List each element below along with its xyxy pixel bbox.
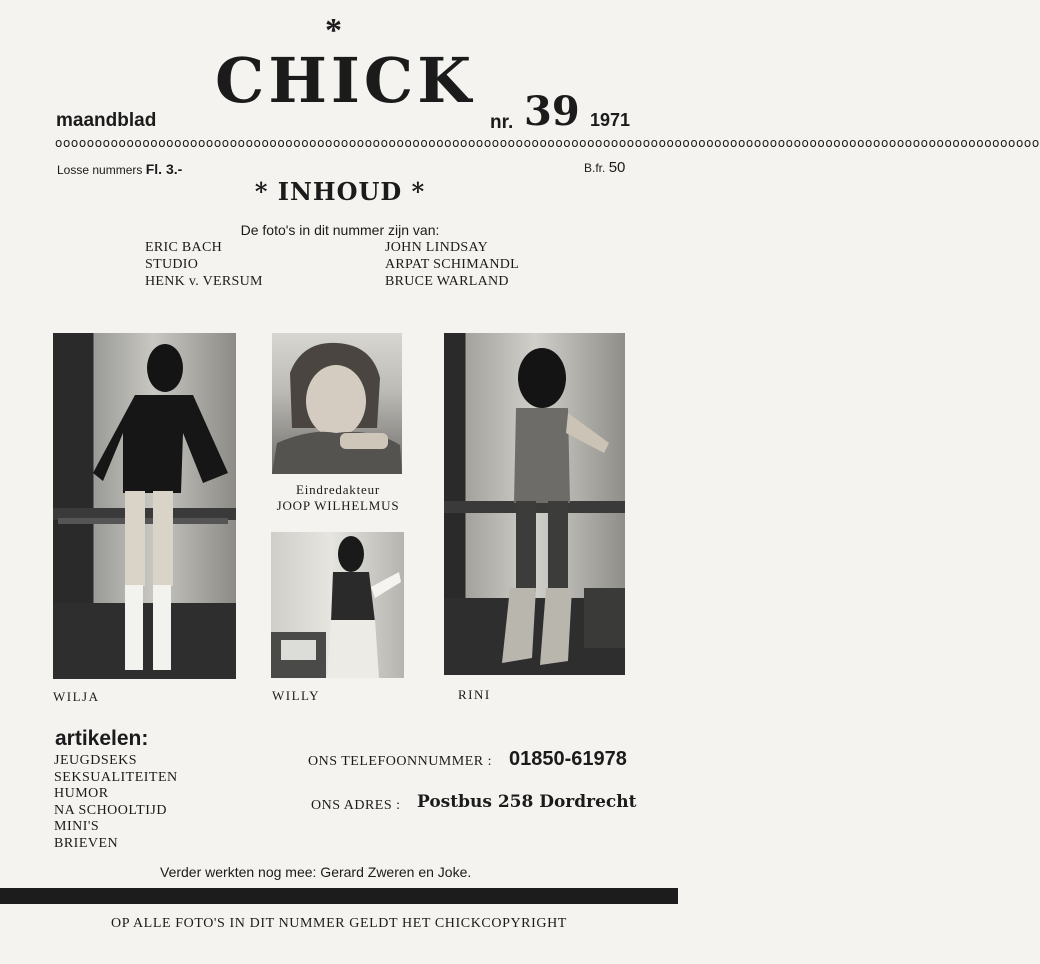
photo-editor	[272, 333, 402, 474]
articles-heading: artikelen:	[55, 727, 149, 750]
photo-wilja	[53, 333, 236, 679]
photo-willy-figure	[271, 532, 404, 678]
article-item: SEKSUALITEITEN	[54, 769, 178, 785]
price-nl-label: Losse nummers	[57, 163, 143, 177]
price-netherlands	[57, 161, 182, 177]
magazine-logo: CHICK	[215, 44, 476, 117]
photo-rini-figure	[444, 333, 625, 675]
issue-number: 39	[524, 88, 580, 135]
article-item: HUMOR	[54, 786, 109, 801]
article-item: BRIEVEN	[54, 835, 119, 851]
editor-name: JOOP WILHELMUS	[276, 498, 400, 513]
contents-title: * INHOUD *	[254, 177, 426, 206]
issue-nr-label: nr.	[490, 112, 514, 133]
address-label: ONS ADRES :	[311, 798, 401, 813]
editor-title: Eindredakteur	[295, 482, 381, 497]
caption-willy: WILLY	[272, 688, 321, 703]
photographer-name: HENK v. VERSUM	[145, 274, 263, 289]
photo-editor-portrait	[272, 333, 402, 474]
article-item: NA SCHOOLTIJD	[54, 802, 167, 818]
price-belgium	[584, 159, 625, 176]
issue-year: 1971	[590, 110, 631, 130]
caption-wilja: WILJA	[53, 689, 100, 704]
photographers-right	[385, 239, 519, 290]
phone-label: ONS TELEFOONNUMMER :	[308, 754, 492, 769]
monthly-label: maandblad	[56, 110, 157, 131]
phone-number: 01850-61978	[509, 748, 627, 770]
contributors-note: Verder werkten nog mee: Gerard Zweren en Joke.	[160, 864, 472, 880]
caption-rini: RINI	[458, 687, 491, 702]
article-item: JEUGDSEKS	[54, 753, 138, 768]
copyright-footer: OP ALLE FOTO'S IN DIT NUMMER GELDT HET CHICKCOPYRIGHT	[111, 916, 567, 931]
price-nl-value: Fl. 3.-	[145, 161, 183, 177]
editor-credit	[272, 482, 404, 514]
article-item: MINI'S	[54, 819, 100, 834]
photographer-name: ARPAT SCHIMANDL	[385, 257, 520, 272]
address-value: Postbus 258 Dordrecht	[417, 792, 637, 812]
price-be-value: 50	[608, 159, 626, 176]
photographer-name: BRUCE WARLAND	[385, 274, 509, 289]
masthead-star: *	[325, 12, 342, 49]
photo-wilja-figure	[53, 333, 236, 679]
black-divider-bar	[0, 888, 678, 904]
photographers-intro: De foto's in dit nummer zijn van:	[240, 222, 440, 238]
photographers-left	[145, 239, 263, 290]
articles-list	[54, 753, 178, 852]
photographer-name: STUDIO	[145, 257, 199, 272]
photographer-name: JOHN LINDSAY	[385, 240, 489, 255]
circle-divider: oooooooooooooooooooooooooooooooooooooooooooooooooooooooooooooooooooooooooooooooooooooooooooooooooooooooooooooooooooooooooooo	[55, 136, 1040, 150]
photo-willy	[271, 532, 404, 678]
price-be-label: B.fr.	[584, 161, 606, 175]
photographer-name: ERIC BACH	[145, 240, 222, 255]
photo-rini	[444, 333, 625, 675]
